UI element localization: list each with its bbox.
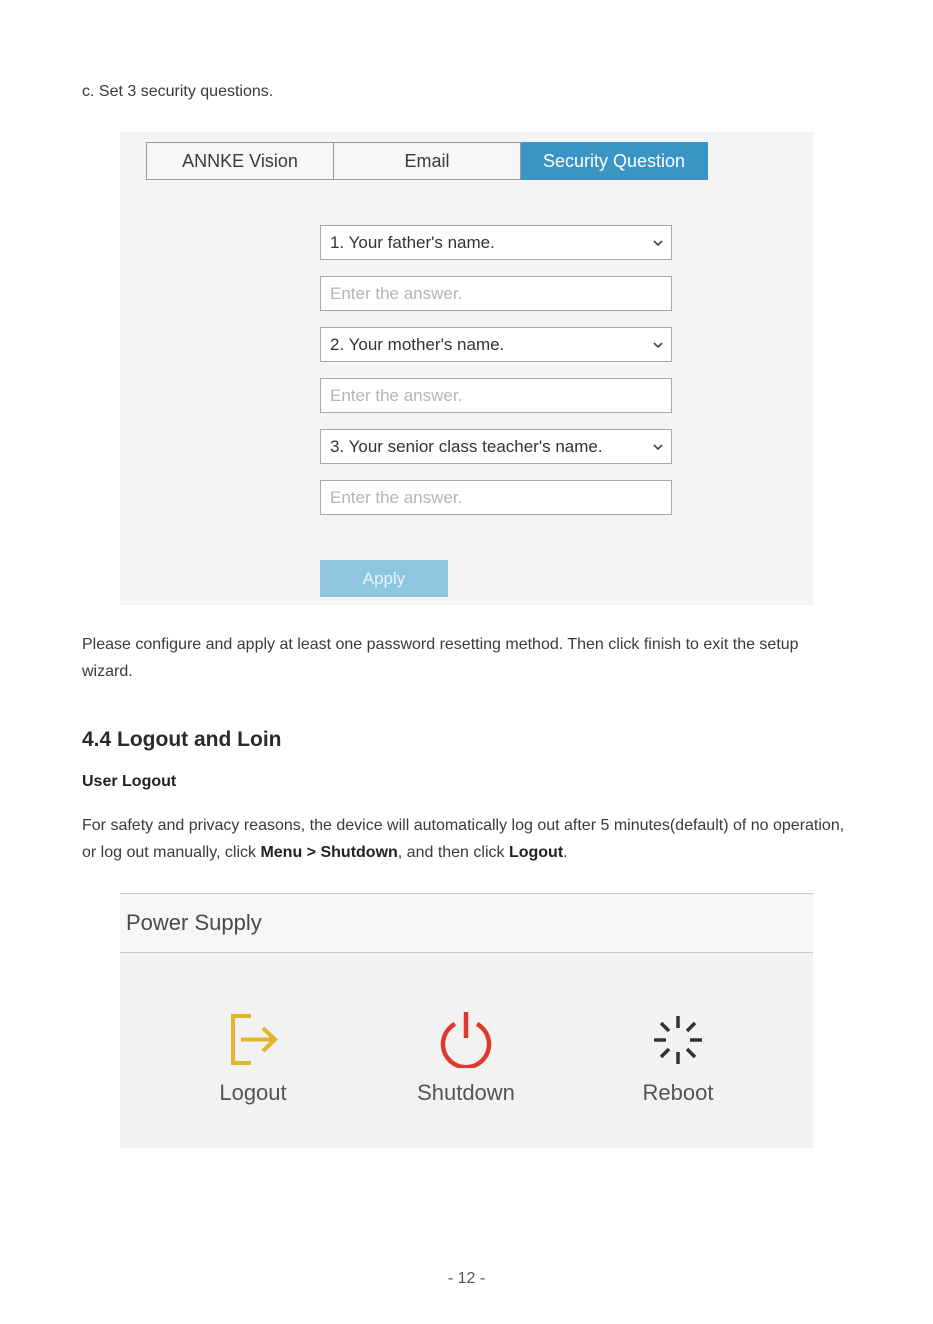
menu-term: Menu	[260, 844, 303, 861]
logout-text-end: .	[563, 844, 568, 861]
power-icon	[438, 1012, 494, 1068]
tab-security-question[interactable]: Security Question	[521, 142, 708, 180]
answer-3-input[interactable]	[330, 488, 671, 508]
question-3-value: 3. Your senior class teacher's name.	[330, 436, 603, 456]
tab-email[interactable]: Email	[334, 142, 521, 180]
page-number: - 12 -	[447, 1270, 486, 1287]
question-1-value: 1. Your father's name.	[330, 232, 495, 252]
logout-term: Logout	[508, 844, 564, 861]
tab-annke-vision[interactable]: ANNKE Vision	[146, 142, 334, 180]
logout-icon	[225, 1012, 281, 1068]
answer-2-input[interactable]	[330, 386, 671, 406]
configure-paragraph: Please configure and apply at least one password resetting method. Then click finish to exit the setup wizard.	[82, 636, 799, 680]
chevron-down-icon	[653, 340, 663, 350]
answer-1-field[interactable]	[320, 276, 672, 311]
chevron-down-icon	[653, 442, 663, 452]
shutdown-label: Shutdown	[417, 1080, 515, 1105]
logout-label: Logout	[219, 1080, 287, 1105]
power-supply-panel	[120, 893, 813, 1148]
logout-button[interactable]	[183, 1012, 323, 1112]
step-text: c. Set 3 security questions.	[82, 83, 274, 100]
logout-text-part1: For safety and privacy reasons, the device will automatically log out after 5 minutes(default) of no operation, or log out manually, click	[82, 817, 845, 861]
panel-title: Power Supply	[126, 910, 262, 935]
reboot-icon	[650, 1012, 706, 1068]
subheading-user-logout: User Logout	[82, 773, 177, 790]
logout-paragraph	[82, 812, 852, 866]
menu-separator: >	[302, 844, 321, 861]
apply-button[interactable]: Apply	[320, 560, 448, 597]
logout-text-part2: , and then click	[397, 844, 509, 861]
section-heading: 4.4 Logout and Loin	[82, 728, 282, 751]
reboot-button[interactable]	[608, 1012, 748, 1112]
shutdown-term: Shutdown	[320, 844, 398, 861]
question-2-select[interactable]	[320, 327, 672, 362]
question-1-select[interactable]	[320, 225, 672, 260]
panel-header	[120, 894, 813, 953]
security-question-panel	[120, 132, 813, 605]
question-2-value: 2. Your mother's name.	[330, 334, 505, 354]
tab-bar	[146, 142, 708, 180]
answer-1-input[interactable]	[330, 284, 671, 304]
reboot-label: Reboot	[642, 1080, 714, 1105]
question-3-select[interactable]	[320, 429, 672, 464]
answer-3-field[interactable]	[320, 480, 672, 515]
shutdown-button[interactable]	[396, 1012, 536, 1112]
answer-2-field[interactable]	[320, 378, 672, 413]
chevron-down-icon	[653, 238, 663, 248]
